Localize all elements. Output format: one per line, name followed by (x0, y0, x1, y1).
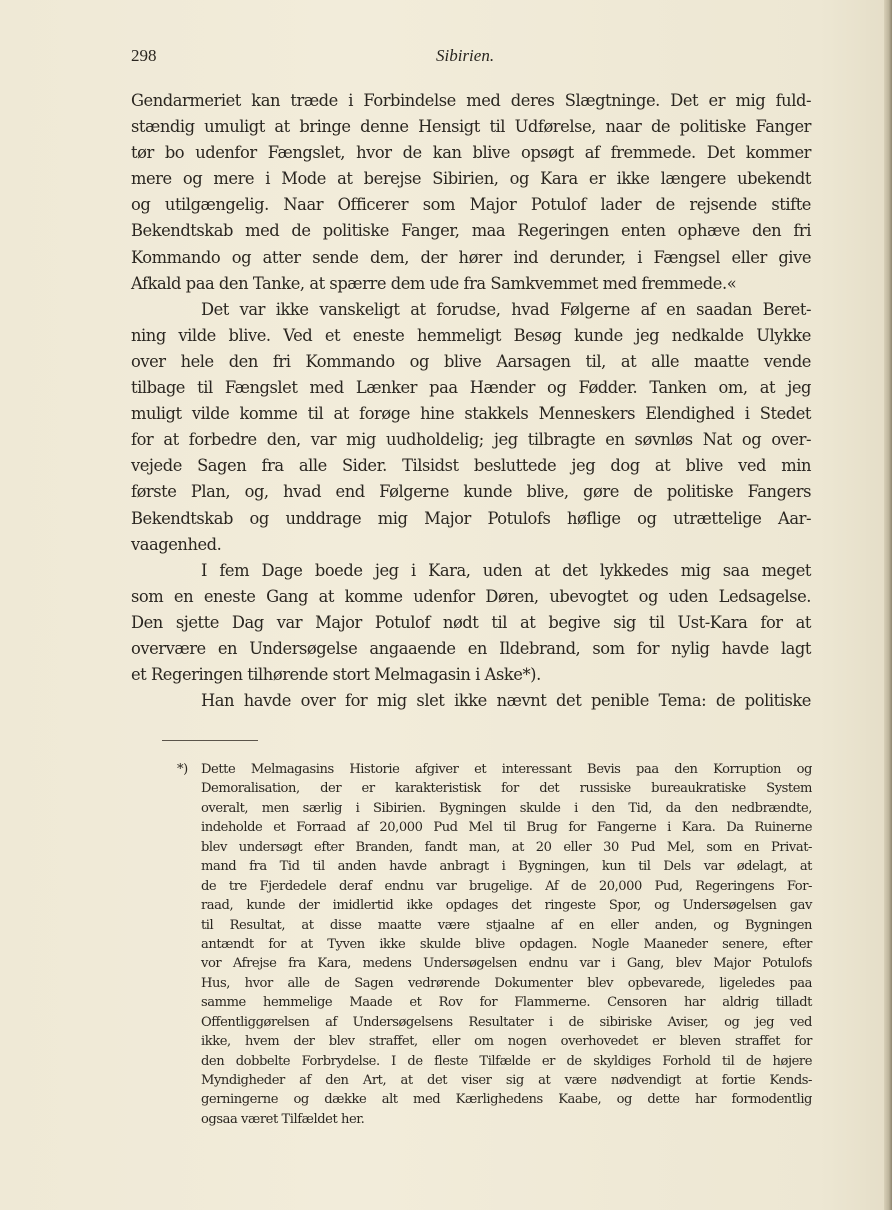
footnote-line: Hus, hvor alle de Sagen vedrørende Dokumenter blev opbevarede, ligeledes paa (201, 975, 812, 991)
running-head (131, 46, 811, 70)
text-line: og utilgængelig. Naar Officerer som Major Potulof lader de rejsende stifte (131, 195, 811, 215)
footnote-line: ogsaa været Tilfældet her. (201, 1111, 365, 1127)
text-line: som en eneste Gang at komme udenfor Døren, ubevogtet og uden Ledsagelse. (131, 586, 811, 606)
text-line: ning vilde blive. Ved et eneste hemmeligt Besøg kunde jeg nedkalde Ulykke (131, 325, 811, 345)
text-line: et Regeringen tilhørende stort Melmagasin i Aske*). (131, 665, 541, 685)
text-line: muligt vilde komme til at forøge hine stakkels Menneskers Elendighed i Stedet (131, 404, 811, 424)
text-line: vaagenhed. (131, 534, 222, 554)
footnote-line: Demoralisation, der er karakteristisk for det russiske bureaukratiske System (201, 781, 812, 797)
text-line: Gendarmeriet kan træde i Forbindelse med deres Slægtninge. Det er mig fuld- (131, 91, 811, 110)
text-line: over hele den fri Kommando og blive Aarsagen til, at alle maatte vende (131, 351, 811, 371)
text-line: overvære en Undersøgelse angaaende en Ildebrand, som for nylig havde lagt (131, 638, 811, 658)
footnote-line: antændt for at Tyven ikke skulde blive opdagen. Nogle Maaneder senere, efter (201, 936, 812, 952)
text-line: Det var ikke vanskeligt at forudse, hvad Følgerne af en saadan Beret- (201, 299, 811, 319)
footnote-line: gerningerne og dække alt med Kærlighedens Kaabe, og dette har formodentlig (201, 1092, 812, 1108)
text-line: stændig umuligt at bringe denne Hensigt til Udførelse, naar de politiske Fanger (131, 117, 811, 137)
footnote-line: den dobbelte Forbrydelse. I de fleste Tilfælde er de skyldiges Forhold til de højere (201, 1053, 812, 1069)
text-line: for at forbedre den, var mig uudholdelig; jeg tilbragte en søvnløs Nat og over- (131, 430, 811, 450)
text-line: Den sjette Dag var Major Potulof nødt til at begive sig til Ust-Kara for at (131, 612, 811, 632)
footnote-line: mand fra Tid til anden havde anbragt i Bygningen, kun til Dels var ødelagt, at (201, 859, 812, 875)
footnote-divider (162, 740, 258, 741)
text-line: tilbage til Fængslet med Lænker paa Hænder og Fødder. Tanken om, at jeg (131, 378, 811, 398)
footnote-line: Offentliggørelsen af Undersøgelsens Resultater i de sibiriske Aviser, og jeg ved (201, 1014, 812, 1030)
footnote-line (177, 760, 812, 779)
text-line: tør bo udenfor Fængslet, hvor de kan blive opsøgt af fremmede. Det kommer (131, 143, 811, 163)
footnote-line: samme hemmelige Maade et Rov for Flammerne. Censoren har aldrig tilladt (201, 995, 812, 1011)
footnote-line: ikke, hvem der blev straffet, eller om nogen overhovedet er bleven straffet for (201, 1034, 812, 1050)
footnote-line: blev undersøgt efter Branden, fandt man, at 20 eller 30 Pud Mel, som en Privat- (201, 839, 812, 855)
footnote-line: raad, kunde der imidlertid ikke opdages det ringeste Spor, og Undersøgelsen gav (201, 898, 812, 914)
footnote-line: Myndigheder af den Art, at det viser sig at være nødvendigt at fortie Kends- (201, 1073, 812, 1088)
text-line: Bekendtskab med de politiske Fanger, maa Regeringen enten ophæve den fri (131, 221, 811, 241)
main-text (131, 88, 811, 714)
text-line: Kommando og atter sende dem, der hører ind derunder, i Fængsel eller give (131, 247, 811, 267)
text-line: vejede Sagen fra alle Sider. Tilsidst besluttede jeg dog at blive ved min (131, 456, 811, 476)
footnote-line: til Resultat, at disse maatte være stjaalne af en eller anden, og Bygningen (201, 917, 812, 933)
footnote-line: de tre Fjerdedele deraf endnu var brugelige. Af de 20,000 Pud, Regeringens For- (201, 878, 812, 894)
footnote-marker: *) (177, 762, 188, 777)
page-edge (884, 0, 892, 1210)
footnote (177, 760, 812, 1129)
text-line: Han havde over for mig slet ikke nævnt det penible Tema: de politiske (201, 691, 811, 711)
text-line: mere og mere i Mode at berejse Sibirien, og Kara er ikke længere ubekendt (131, 169, 811, 189)
footnote-line-text: Dette Melmagasins Historie afgiver et interessant Bevis paa den Korruption og (201, 762, 812, 777)
running-title: Sibirien. (436, 46, 495, 65)
footnote-line: vor Afrejse fra Kara, medens Undersøgelsen endnu var i Gang, blev Major Potulofs (201, 956, 812, 972)
text-line: første Plan, og, hvad end Følgerne kunde blive, gøre de politiske Fangers (131, 482, 811, 502)
footnote-line: overalt, men særlig i Sibirien. Bygningen skulde i den Tid, da den nedbrændte, (201, 800, 812, 816)
page-number: 298 (131, 46, 157, 65)
text-line: I fem Dage boede jeg i Kara, uden at det lykkedes mig saa meget (201, 560, 811, 580)
text-line: Afkald paa den Tanke, at spærre dem ude fra Samkvemmet med fremmede.« (131, 273, 737, 293)
footnote-line: indeholde et Forraad af 20,000 Pud Mel til Brug for Fangerne i Kara. Da Ruinerne (201, 820, 812, 836)
text-line: Bekendtskab og unddrage mig Major Potulofs høflige og utrættelige Aar- (131, 508, 811, 528)
